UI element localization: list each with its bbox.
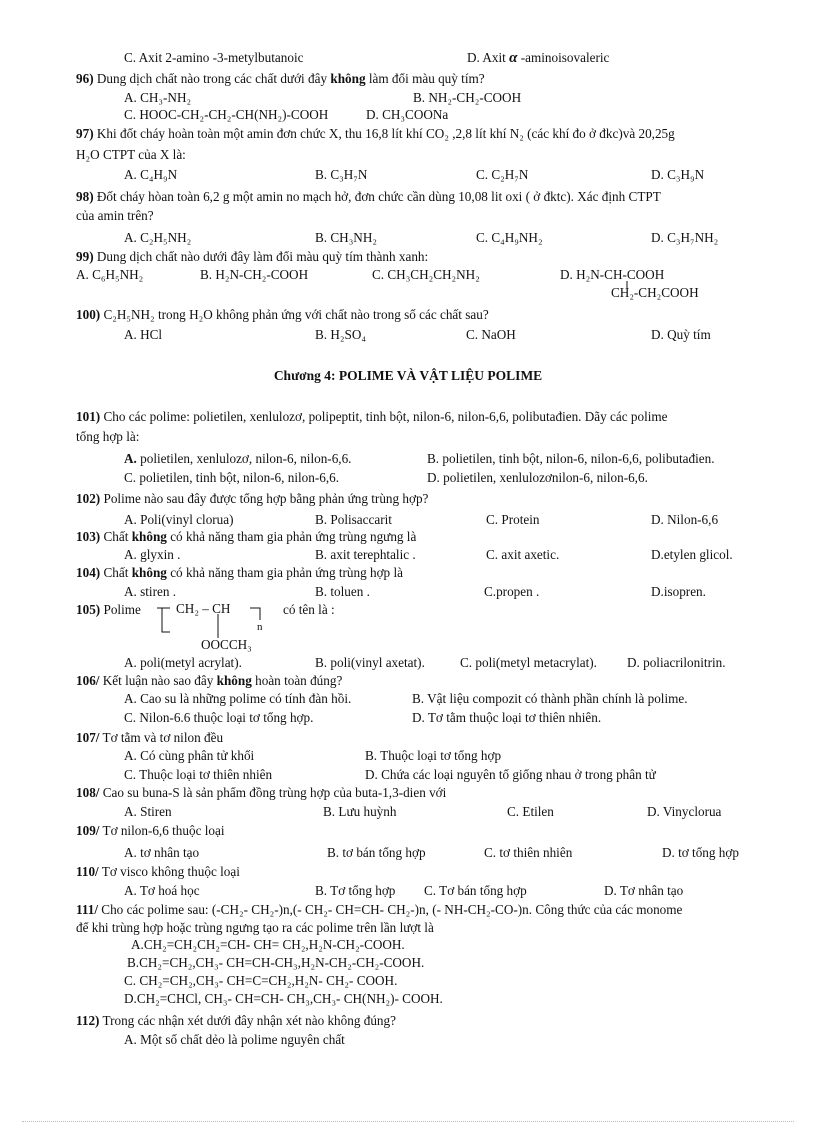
q96-option-c: C. HOOC-CH₂-CH₂-CH(NH₂)-COOH — [124, 107, 329, 122]
q105-option-d: D. poliacrilonitrin. — [627, 655, 726, 670]
q100-option-d: D. Quỳ tím — [651, 327, 711, 342]
q105-question-tail: có tên là : — [283, 602, 335, 617]
q98-question-line2: của amin trên? — [76, 208, 154, 223]
q105-option-b: B. poli(vinyl axetat). — [315, 655, 425, 670]
q99-bond-line — [626, 281, 630, 289]
q98-question-line1: 98) Đốt cháy hòan toàn 6,2 g một amin no mạch hở, đơn chức cần dùng 10,08 lit oxi ( ở đktc). Xác định CTPT — [76, 189, 661, 204]
q109-option-d: D. tơ tổng hợp — [662, 845, 739, 860]
q109-question: 109/ Tơ nilon-6,6 thuộc loại — [76, 823, 225, 838]
q98-option-b: B. CH₃NH₂ — [315, 230, 377, 245]
q105-chain: CH₂ – CH — [176, 601, 231, 616]
q107-option-b: B. Thuộc loại tơ tổng hợp — [365, 748, 502, 763]
q108-option-b: B. Lưu huỳnh — [323, 804, 397, 819]
q96-question: 96) Dung dịch chất nào trong các chất dưới đây không làm đổi màu quỳ tím? — [76, 71, 485, 86]
q105-subscript-n: n — [257, 621, 263, 633]
q110-option-c: C. Tơ bán tổng hợp — [424, 883, 527, 898]
q110-option-d: D. Tơ nhân tạo — [604, 883, 684, 898]
q103-question: 103) Chất không có khả năng tham gia phản ứng trùng ngưng là — [76, 529, 417, 544]
chapter-title: Chương 4: POLIME VÀ VẬT LIỆU POLIME — [273, 368, 543, 383]
q96-option-a: A. CH₃-NH₂ — [124, 90, 192, 105]
q106-option-c: C. Nilon-6.6 thuộc loại tơ tổng hợp. — [124, 710, 314, 725]
q97-question-line2: H₂O CTPT của X là: — [76, 147, 186, 162]
q101-question-line1: 101) Cho các polime: polietilen, xenlulozơ, polipeptit, tinh bột, nilon-6, nilon-6,6, polibutađien. Dãy các polime — [76, 409, 668, 424]
q103-option-a: A. glyxin . — [124, 547, 181, 562]
q105-brackets — [150, 598, 270, 640]
q98-option-c: C. C₄H₉NH₂ — [476, 230, 543, 245]
q107-question: 107/ Tơ tằm và tơ nilon đều — [76, 730, 224, 745]
q100-option-c: C. NaOH — [466, 327, 516, 342]
q106-option-d: D. Tơ tằm thuộc loại tơ thiên nhiên. — [412, 710, 602, 725]
q98-option-a: A. C₂H₅NH₂ — [124, 230, 192, 245]
q112-option-a: A. Một số chất dẻo là polime nguyên chất — [124, 1032, 345, 1047]
q97-option-c: C. C₂H₇N — [476, 167, 529, 182]
q102-option-a: A. Poli(vinyl clorua) — [124, 512, 234, 527]
q104-question: 104) Chất không có khả năng tham gia phản ứng trùng hợp là — [76, 565, 403, 580]
q99-question: 99) Dung dịch chất nào dưới đây làm đổi màu quỳ tím thành xanh: — [76, 249, 429, 264]
q107-option-a: A. Có cùng phân tử khối — [124, 748, 255, 763]
q109-option-a: A. tơ nhân tạo — [124, 845, 200, 860]
q101-question-line2: tổng hợp là: — [76, 429, 140, 444]
q104-option-b: B. toluen . — [315, 584, 370, 599]
q105-option-c: C. poli(metyl metacrylat). — [460, 655, 597, 670]
q111-option-a: A.CH₂=CH₂CH₂=CH- CH= CH₂,H₂N-CH₂-COOH. — [131, 937, 405, 952]
q105-question: 105) Polime — [76, 602, 141, 617]
q97-option-d: D. C₃H₉N — [651, 167, 705, 182]
q100-question: 100) C₂H₅NH₂ trong H₂O không phản ứng với chất nào trong số các chất sau? — [76, 307, 489, 322]
q104-option-a: A. stiren . — [124, 584, 177, 599]
q105-side-group: OOCCH₃ — [201, 637, 252, 652]
q99-option-b: B. H₂N-CH₂-COOH — [200, 267, 309, 282]
q111-question-line2: để khi trùng hợp hoặc trùng ngưng tạo ra các polime trên lần lượt là — [76, 920, 434, 935]
q108-question: 108/ Cao su buna-S là sản phẩm đồng trùng hợp của buta-1,3-dien với — [76, 785, 447, 800]
q109-option-c: C. tơ thiên nhiên — [484, 845, 573, 860]
q102-option-d: D. Nilon-6,6 — [651, 512, 719, 527]
q99-option-a: A. C₆H₅NH₂ — [76, 267, 144, 282]
q106-question: 106/ Kết luận nào sao đây không hoàn toàn đúng? — [76, 673, 343, 688]
q99-option-d: D. H₂N-CH-COOH — [560, 267, 665, 282]
q98-option-d: D. C₃H₇NH₂ — [651, 230, 719, 245]
q104-option-d: D.isopren. — [651, 584, 706, 599]
q105-option-a: A. poli(metyl acrylat). — [124, 655, 242, 670]
q107-option-c: C. Thuộc loại tơ thiên nhiên — [124, 767, 273, 782]
q106-option-a: A. Cao su là những polime có tính đàn hồi. — [124, 691, 352, 706]
q108-option-a: A. Stiren — [124, 804, 172, 819]
q100-option-a: A. HCl — [124, 327, 163, 342]
q104-option-c: C.propen . — [484, 584, 540, 599]
q101-option-b: B. polietilen, tinh bột, nilon-6, nilon-6,6, polibutađien. — [427, 451, 715, 466]
q96-option-d: D. CH₃COONa — [366, 107, 449, 122]
q110-option-a: A. Tơ hoá học — [124, 883, 200, 898]
q111-question-line1: 111/ Cho các polime sau: (-CH₂- CH₂-)n,(- CH₂- CH=CH- CH₂-)n, (- NH-CH₂-CO-)n. Công thức của các monome — [76, 902, 683, 917]
q108-option-c: C. Etilen — [507, 804, 554, 819]
q97-question-line1: 97) Khi đốt cháy hoàn toàn một amin đơn chức X, thu 16,8 lít khí CO₂ ,2,8 lít khí N₂ (các khí đo ở đkc)và 20,25g — [76, 126, 675, 141]
q101-option-c: C. polietilen, tinh bột, nilon-6, nilon-6,6. — [124, 470, 340, 485]
q112-question: 112) Trong các nhận xét dưới đây nhận xét nào không đúng? — [76, 1013, 396, 1028]
q111-option-b: B.CH₂=CH₂,CH₃- CH=CH-CH₃,H₂N-CH₂-CH₂-COOH. — [127, 955, 425, 970]
q101-option-d: D. polietilen, xenlulozơnilon-6, nilon-6,6. — [427, 470, 648, 485]
q102-option-b: B. Polisaccarit — [315, 512, 392, 527]
q99-option-c: C. CH₃CH₂CH₂NH₂ — [372, 267, 480, 282]
q95-option-c: C. Axit 2-amino -3-metylbutanoic — [124, 50, 304, 65]
q103-option-b: B. axit terephtalic . — [315, 547, 416, 562]
q102-option-c: C. Protein — [486, 512, 540, 527]
q108-option-d: D. Vinyclorua — [647, 804, 722, 819]
page-footer-divider — [22, 1121, 794, 1122]
q111-option-c: C. CH₂=CH₂,CH₃- CH=C=CH₂,H₂N- CH₂- COOH. — [124, 973, 398, 988]
q110-option-b: B. Tơ tổng hợp — [315, 883, 396, 898]
q100-option-b: B. H₂SO₄ — [315, 327, 366, 342]
q97-option-a: A. C₄H₉N — [124, 167, 178, 182]
q109-option-b: B. tơ bán tổng hợp — [327, 845, 426, 860]
q102-question: 102) Polime nào sau đây được tổng hợp bằng phản ứng trùng hợp? — [76, 491, 429, 506]
q103-option-c: C. axit axetic. — [486, 547, 560, 562]
q101-option-a: A. polietilen, xenlulozơ, nilon-6, nilon-6,6. — [124, 451, 352, 466]
q106-option-b: B. Vật liệu compozit có thành phần chính là polime. — [412, 691, 688, 706]
q103-option-d: D.etylen glicol. — [651, 547, 733, 562]
q110-question: 110/ Tơ visco không thuộc loại — [76, 864, 240, 879]
q97-option-b: B. C₃H₇N — [315, 167, 368, 182]
q111-option-d: D.CH₂=CHCl, CH₃- CH=CH- CH₃,CH₃- CH(NH₂)- COOH. — [124, 991, 443, 1006]
q95-option-d: D. Axit α -aminoisovaleric — [467, 50, 610, 66]
q107-option-d: D. Chứa các loại nguyên tố giống nhau ở trong phân tử — [365, 767, 656, 782]
q96-option-b: B. NH₂-CH₂-COOH — [413, 90, 522, 105]
q99-option-d-sidechain: CH₂-CH₂COOH — [611, 285, 699, 300]
